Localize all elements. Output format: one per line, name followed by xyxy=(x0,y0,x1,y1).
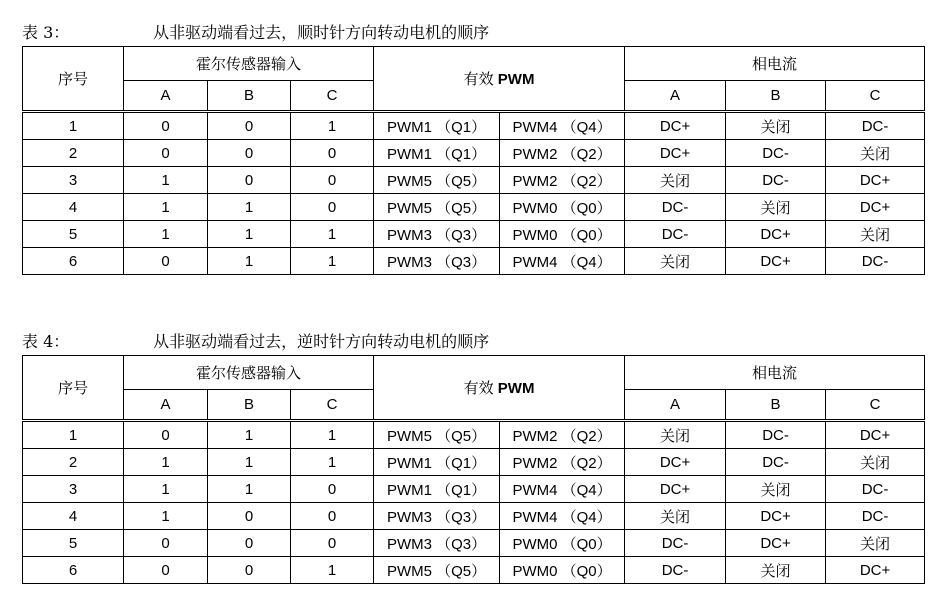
header-phase-b: B xyxy=(726,390,826,421)
cell-pwm-2: PWM0 （Q0） xyxy=(500,557,625,584)
header-phase-c: C xyxy=(826,390,925,421)
cell-seq: 5 xyxy=(23,530,124,557)
cell-hall-b: 1 xyxy=(208,194,291,221)
cell-phase-a: DC+ xyxy=(625,476,726,503)
table-row xyxy=(23,503,925,530)
table-row xyxy=(23,221,925,248)
header-phase-current: 相电流 xyxy=(625,47,925,81)
cell-hall-c: 0 xyxy=(291,167,374,194)
cell-hall-a: 0 xyxy=(124,530,208,557)
table-4-label: 表 4： xyxy=(22,332,70,351)
cell-hall-b: 0 xyxy=(208,557,291,584)
cell-phase-b: DC- xyxy=(726,421,826,449)
header-hall-b: B xyxy=(208,390,291,421)
cell-phase-a: DC- xyxy=(625,221,726,248)
cell-phase-b: DC- xyxy=(726,140,826,167)
cell-phase-b: DC+ xyxy=(726,530,826,557)
cell-phase-b: DC+ xyxy=(726,503,826,530)
header-phase-a: A xyxy=(625,390,726,421)
cell-seq: 1 xyxy=(23,421,124,449)
cell-hall-c: 0 xyxy=(291,503,374,530)
cell-seq: 3 xyxy=(23,476,124,503)
cell-pwm-1: PWM5 （Q5） xyxy=(374,421,500,449)
cell-hall-b: 1 xyxy=(208,248,291,275)
cell-pwm-1: PWM5 （Q5） xyxy=(374,557,500,584)
cell-phase-b: DC+ xyxy=(726,221,826,248)
header-hall-a: A xyxy=(124,390,208,421)
cell-hall-a: 1 xyxy=(124,167,208,194)
cell-pwm-1: PWM3 （Q3） xyxy=(374,503,500,530)
table-4 xyxy=(22,355,925,584)
cell-phase-a: 关闭 xyxy=(625,248,726,275)
cell-pwm-1: PWM1 （Q1） xyxy=(374,476,500,503)
cell-seq: 3 xyxy=(23,167,124,194)
cell-pwm-2: PWM4 （Q4） xyxy=(500,476,625,503)
cell-phase-a: DC- xyxy=(625,194,726,221)
table-row xyxy=(23,476,925,503)
header-hall-input: 霍尔传感器输入 xyxy=(124,47,374,81)
cell-phase-a: DC- xyxy=(625,530,726,557)
cell-hall-c: 1 xyxy=(291,449,374,476)
cell-pwm-2: PWM0 （Q0） xyxy=(500,530,625,557)
cell-pwm-2: PWM2 （Q2） xyxy=(500,140,625,167)
cell-pwm-1: PWM3 （Q3） xyxy=(374,248,500,275)
cell-phase-a: DC- xyxy=(625,557,726,584)
cell-hall-c: 1 xyxy=(291,112,374,140)
table-3-caption xyxy=(22,22,489,44)
cell-hall-b: 1 xyxy=(208,449,291,476)
cell-pwm-2: PWM2 （Q2） xyxy=(500,421,625,449)
cell-seq: 4 xyxy=(23,503,124,530)
cell-phase-a: DC+ xyxy=(625,449,726,476)
table-row xyxy=(23,194,925,221)
cell-phase-c: 关闭 xyxy=(826,530,925,557)
header-hall-b: B xyxy=(208,81,291,112)
table-row xyxy=(23,248,925,275)
cell-seq: 2 xyxy=(23,140,124,167)
header-hall-c: C xyxy=(291,81,374,112)
cell-phase-b: 关闭 xyxy=(726,194,826,221)
cell-hall-b: 0 xyxy=(208,503,291,530)
header-phase-a: A xyxy=(625,81,726,112)
cell-hall-c: 1 xyxy=(291,557,374,584)
cell-phase-c: DC+ xyxy=(826,421,925,449)
cell-pwm-1: PWM1 （Q1） xyxy=(374,449,500,476)
table-4-caption xyxy=(22,331,489,353)
cell-hall-c: 1 xyxy=(291,421,374,449)
cell-pwm-1: PWM3 （Q3） xyxy=(374,530,500,557)
header-active-pwm: 有效 PWM xyxy=(374,47,625,112)
cell-phase-b: DC+ xyxy=(726,248,826,275)
cell-hall-a: 1 xyxy=(124,503,208,530)
cell-phase-a: DC+ xyxy=(625,112,726,140)
cell-pwm-2: PWM0 （Q0） xyxy=(500,221,625,248)
cell-phase-c: 关闭 xyxy=(826,221,925,248)
header-phase-b: B xyxy=(726,81,826,112)
cell-pwm-1: PWM3 （Q3） xyxy=(374,221,500,248)
cell-hall-b: 0 xyxy=(208,140,291,167)
cell-hall-c: 1 xyxy=(291,248,374,275)
cell-hall-b: 0 xyxy=(208,112,291,140)
cell-hall-a: 1 xyxy=(124,476,208,503)
table-row xyxy=(23,449,925,476)
cell-seq: 1 xyxy=(23,112,124,140)
cell-hall-a: 0 xyxy=(124,112,208,140)
table-row xyxy=(23,167,925,194)
cell-seq: 6 xyxy=(23,248,124,275)
header-active-pwm: 有效 PWM xyxy=(374,356,625,421)
table-4-title: 从非驱动端看过去，逆时针方向转动电机的顺序 xyxy=(153,332,490,351)
cell-hall-a: 0 xyxy=(124,421,208,449)
cell-phase-c: DC- xyxy=(826,112,925,140)
cell-seq: 4 xyxy=(23,194,124,221)
cell-phase-a: DC+ xyxy=(625,140,726,167)
cell-hall-b: 1 xyxy=(208,476,291,503)
cell-hall-a: 0 xyxy=(124,140,208,167)
header-seq: 序号 xyxy=(23,356,124,421)
header-phase-current: 相电流 xyxy=(625,356,925,390)
cell-phase-c: DC- xyxy=(826,476,925,503)
header-hall-a: A xyxy=(124,81,208,112)
cell-pwm-2: PWM0 （Q0） xyxy=(500,194,625,221)
cell-pwm-2: PWM2 （Q2） xyxy=(500,449,625,476)
cell-hall-a: 1 xyxy=(124,221,208,248)
cell-hall-a: 0 xyxy=(124,248,208,275)
table-3-title: 从非驱动端看过去，顺时针方向转动电机的顺序 xyxy=(153,23,490,42)
cell-pwm-2: PWM4 （Q4） xyxy=(500,248,625,275)
cell-hall-a: 1 xyxy=(124,194,208,221)
cell-phase-b: 关闭 xyxy=(726,112,826,140)
cell-hall-c: 1 xyxy=(291,221,374,248)
cell-phase-a: 关闭 xyxy=(625,167,726,194)
cell-phase-c: 关闭 xyxy=(826,449,925,476)
cell-phase-c: DC+ xyxy=(826,194,925,221)
cell-hall-c: 0 xyxy=(291,530,374,557)
cell-seq: 6 xyxy=(23,557,124,584)
cell-phase-c: 关闭 xyxy=(826,140,925,167)
cell-pwm-1: PWM1 （Q1） xyxy=(374,112,500,140)
cell-phase-b: 关闭 xyxy=(726,557,826,584)
cell-pwm-2: PWM2 （Q2） xyxy=(500,167,625,194)
cell-hall-c: 0 xyxy=(291,194,374,221)
cell-pwm-1: PWM5 （Q5） xyxy=(374,194,500,221)
header-phase-c: C xyxy=(826,81,925,112)
cell-hall-c: 0 xyxy=(291,140,374,167)
cell-phase-b: 关闭 xyxy=(726,476,826,503)
table-row xyxy=(23,140,925,167)
cell-pwm-1: PWM5 （Q5） xyxy=(374,167,500,194)
cell-hall-b: 1 xyxy=(208,221,291,248)
cell-seq: 2 xyxy=(23,449,124,476)
cell-hall-b: 0 xyxy=(208,530,291,557)
cell-seq: 5 xyxy=(23,221,124,248)
cell-phase-b: DC- xyxy=(726,167,826,194)
cell-phase-b: DC- xyxy=(726,449,826,476)
table-row xyxy=(23,557,925,584)
cell-phase-c: DC+ xyxy=(826,557,925,584)
cell-hall-b: 1 xyxy=(208,421,291,449)
cell-phase-a: 关闭 xyxy=(625,503,726,530)
cell-hall-c: 0 xyxy=(291,476,374,503)
cell-hall-b: 0 xyxy=(208,167,291,194)
cell-pwm-1: PWM1 （Q1） xyxy=(374,140,500,167)
cell-pwm-2: PWM4 （Q4） xyxy=(500,503,625,530)
table-row xyxy=(23,112,925,140)
cell-hall-a: 1 xyxy=(124,449,208,476)
cell-phase-a: 关闭 xyxy=(625,421,726,449)
header-hall-c: C xyxy=(291,390,374,421)
header-hall-input: 霍尔传感器输入 xyxy=(124,356,374,390)
table-3-label: 表 3： xyxy=(22,23,70,42)
cell-phase-c: DC+ xyxy=(826,167,925,194)
table-row xyxy=(23,530,925,557)
cell-phase-c: DC- xyxy=(826,503,925,530)
cell-phase-c: DC- xyxy=(826,248,925,275)
cell-pwm-2: PWM4 （Q4） xyxy=(500,112,625,140)
table-3 xyxy=(22,46,925,275)
cell-hall-a: 0 xyxy=(124,557,208,584)
header-seq: 序号 xyxy=(23,47,124,112)
table-row xyxy=(23,421,925,449)
